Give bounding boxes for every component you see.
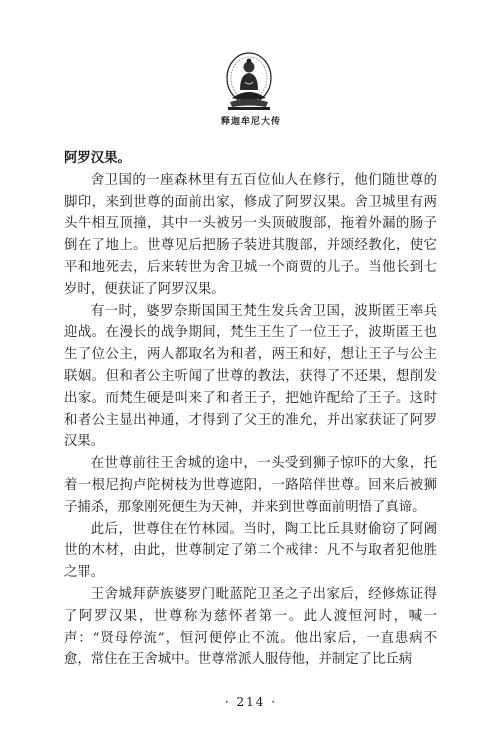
- paragraph: 在世尊前往王舍城的途中，一头受到狮子惊吓的大象，托着一根尼拘卢陀树枝为世尊遮阳，一路陪伴世尊。回来后被狮子捕杀，那象刚死便生为天神，并来到世尊面前明悟了真谛。: [64, 456, 437, 515]
- page-number: · 214 ·: [224, 695, 278, 709]
- page-header: [0, 52, 502, 132]
- page-body: [64, 148, 437, 671]
- paragraph: 此后，世尊住在竹林园。当时，陶工比丘具财偷窃了阿阇世的木材，由此，世尊制定了第二个戒律：凡不与取者犯他胜之罪。: [64, 521, 437, 581]
- paragraph-continuation: 阿罗汉果。: [64, 150, 131, 166]
- paragraph: 有一时，婆罗奈斯国国王梵生发兵舍卫国，波斯匿王率兵迎战。在漫长的战争期间，梵生王生了一位王子，波斯匿王也生了位公主，两人都取名为和者，两王和好，想让王子与公主联姻。但和者公主听闻了世尊的教法，获得了不还果，想削发出家。而梵生硬是叫来了和者王子，把她许配给了王子。这时和者公主显出神通，才得到了父王的准允，并出家获证了阿罗汉果。: [64, 303, 437, 450]
- buddha-figure-icon: [216, 52, 282, 112]
- header-caption: 释迦牟尼大传: [220, 117, 281, 127]
- paragraph: 舍卫国的一座森林里有五百位仙人在修行，他们随世尊的脚印，来到世尊的面前出家，修成了阿罗汉果。舍卫城里有两头牛相互顶撞，其中一头被另一头顶破腹部，拖着外漏的肠子倒在了地上。世尊见后把肠子装进其腹部，并颂经教化，使它平和地死去，后来转世为舍卫城一个商贾的儿子。当他长到七岁时，便获证了阿罗汉果。: [64, 172, 437, 297]
- paragraph: 王舍城拜萨族婆罗门毗蓝陀卫圣之子出家后，经修炼证得了阿罗汉果，世尊称为慈怀者第一。此人渡恒河时，喊一声：“贤母停流”，恒河便停止不流。他出家后，一直患病不愈，常住在王舍城中。世尊常派人服侍他，并制定了比丘病: [64, 586, 437, 668]
